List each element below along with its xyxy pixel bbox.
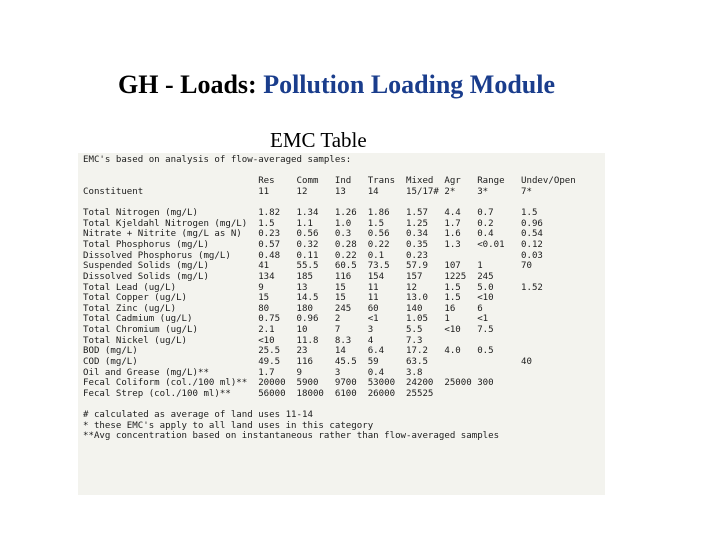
table-row: Total Zinc (ug/L) 80 180 245 60 140 16 6: [83, 303, 483, 314]
table-row: Total Nickel (ug/L) <10 11.8 8.3 4 7.3: [83, 335, 423, 346]
table-row: Total Nitrogen (mg/L) 1.82 1.34 1.26 1.86 1.57 4.4 0.7 1.5: [83, 208, 538, 219]
emc-table-text: [83, 155, 576, 442]
emc-header-row: Res Comm Ind Trans Mixed Agr Range Undev/Open: [83, 176, 576, 187]
table-row: Total Copper (ug/L) 15 14.5 15 11 13.0 1.5 <10: [83, 293, 494, 304]
table-row: BOD (mg/L) 25.5 23 14 6.4 17.2 4.0 0.5: [83, 346, 494, 357]
slide-title: [118, 70, 618, 100]
emc-table-image: [78, 153, 605, 495]
table-row: Total Phosphorus (mg/L) 0.57 0.32 0.28 0.22 0.35 1.3 <0.01 0.12: [83, 240, 543, 250]
table-row: Fecal Strep (col./100 ml)** 56000 18000 6100 26000 25525: [83, 388, 434, 399]
emc-header-row: Constituent 11 12 13 14 15/17# 2* 3* 7*: [83, 186, 532, 197]
table-row: Dissolved Phosphorus (mg/L) 0.48 0.11 0.22 0.1 0.23 0.03: [83, 250, 543, 261]
table-row: Fecal Coliform (col./100 ml)** 20000 5900 9700 53000 24200 25000 300: [83, 378, 494, 389]
emc-intro: EMC's based on analysis of flow-averaged samples:: [83, 155, 352, 165]
table-row: Oil and Grease (mg/L)** 1.7 9 3 0.4 3.8: [83, 367, 423, 378]
table-row: Nitrate + Nitrite (mg/L as N) 0.23 0.56 0.3 0.56 0.34 1.6 0.4 0.54: [83, 229, 543, 240]
table-caption: EMC Table: [270, 128, 367, 152]
emc-footnote: * these EMC's apply to all land uses in this category: [83, 420, 374, 431]
table-row: Total Cadmium (ug/L) 0.75 0.96 2 <1 1.05 1 <1: [83, 314, 489, 325]
table-row: Total Kjeldahl Nitrogen (mg/L) 1.5 1.1 1.0 1.5 1.25 1.7 0.2 0.96: [83, 218, 543, 229]
table-row: Total Chromium (ug/L) 2.1 10 7 3 5.5 <10 7.5: [83, 325, 494, 335]
table-row: Total Lead (ug/L) 9 13 15 11 12 1.5 5.0 1.52: [83, 282, 543, 293]
table-row: COD (mg/L) 49.5 116 45.5 59 63.5 40: [83, 356, 532, 367]
table-row: Dissolved Solids (mg/L) 134 185 116 154 157 1225 245: [83, 271, 494, 282]
emc-footnote: # calculated as average of land uses 11-14: [83, 410, 313, 420]
slide-title-prefix: GH - Loads:: [118, 70, 257, 99]
slide-title-main: Pollution Loading Module: [263, 70, 556, 99]
emc-footnote: **Avg concentration based on instantaneous rather than flow-averaged samples: [83, 431, 500, 442]
table-row: Suspended Solids (mg/L) 41 55.5 60.5 73.5 57.9 107 1 70: [83, 261, 532, 272]
